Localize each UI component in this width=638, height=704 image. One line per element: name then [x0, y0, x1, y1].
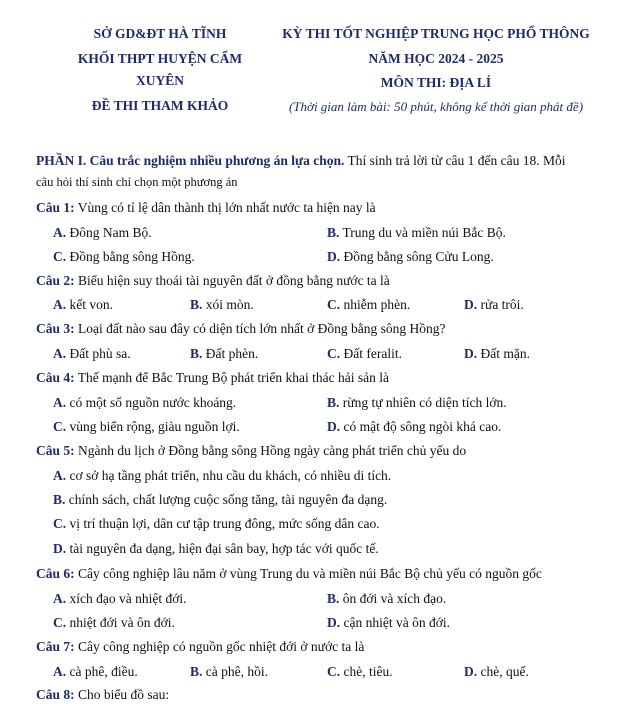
- question-5: Câu 5: Ngành du lịch ở Đồng bằng sông Hồng ngày càng phát triển chủ yếu do: [36, 443, 467, 458]
- q6-option-b[interactable]: B. ôn đới và xích đạo.: [327, 591, 447, 606]
- time-note: (Thời gian làm bài: 50 phút, không kể thời gian phát đề): [288, 99, 584, 114]
- q6-option-d[interactable]: D. cận nhiệt và ôn đới.: [327, 615, 450, 630]
- q1-option-c[interactable]: C. Đồng bằng sông Hồng.: [53, 249, 195, 264]
- q5-option-c[interactable]: C. vị trí thuận lợi, dân cư tập trung đông, mức sống dân cao.: [53, 516, 380, 531]
- q6-option-c[interactable]: C. nhiệt đới và ôn đới.: [53, 615, 175, 630]
- school-name-line2: XUYÊN: [135, 73, 184, 88]
- part1-instruction-2: câu hỏi thí sinh chỉ chọn một phương án: [36, 175, 238, 189]
- subject: MÔN THI: ĐỊA LÍ: [380, 75, 492, 90]
- q1-option-d[interactable]: D. Đồng bằng sông Cửu Long.: [327, 249, 494, 264]
- q7-option-d[interactable]: D. chè, quế.: [464, 664, 529, 679]
- q3-option-a[interactable]: A. Đất phù sa.: [53, 346, 131, 361]
- q2-option-b[interactable]: B. xói mòn.: [190, 297, 254, 312]
- question-6: Câu 6: Cây công nghiệp lâu năm ở vùng Trung du và miền núi Bắc Bộ chủ yếu có nguồn gốc: [36, 566, 542, 581]
- part1-instruction-1: Thí sinh trả lời từ câu 1 đến câu 18. Mỗi: [344, 153, 566, 168]
- q5-option-d[interactable]: D. tài nguyên đa dạng, hiện đại sân bay, hợp tác với quốc tế.: [53, 541, 379, 556]
- school-year: NĂM HỌC 2024 - 2025: [368, 51, 504, 66]
- question-4: Câu 4: Thế mạnh để Bắc Trung Bộ phát triển khai thác hải sản là: [36, 370, 389, 385]
- q2-option-d[interactable]: D. rửa trôi.: [464, 297, 524, 312]
- q7-option-c[interactable]: C. chè, tiêu.: [327, 664, 393, 679]
- school-name-line1: KHỐI THPT HUYỆN CẨM: [77, 51, 243, 66]
- q5-option-b[interactable]: B. chính sách, chất lượng cuộc sống tăng, tài nguyên đa dạng.: [53, 492, 388, 507]
- q1-option-a[interactable]: A. Đông Nam Bộ.: [53, 225, 152, 240]
- question-3: Câu 3: Loại đất nào sau đây có diện tích lớn nhất ở Đồng bằng sông Hồng?: [36, 321, 446, 336]
- q2-option-a[interactable]: A. kết von.: [53, 297, 113, 312]
- q3-option-c[interactable]: C. Đất feralit.: [327, 346, 402, 361]
- q3-option-d[interactable]: D. Đất mặn.: [464, 346, 530, 361]
- question-8: Câu 8: Cho biểu đồ sau:: [36, 687, 170, 702]
- q2-option-c[interactable]: C. nhiễm phèn.: [327, 297, 411, 312]
- q7-option-b[interactable]: B. cà phê, hồi.: [190, 664, 268, 679]
- q3-option-b[interactable]: B. Đất phèn.: [190, 346, 259, 361]
- q4-option-a[interactable]: A. có một số nguồn nước khoáng.: [53, 395, 237, 410]
- q7-option-a[interactable]: A. cà phê, điều.: [53, 664, 138, 679]
- exam-title: KỲ THI TỐT NGHIỆP TRUNG HỌC PHỔ THÔNG: [282, 26, 590, 41]
- question-7: Câu 7: Cây công nghiệp có nguồn gốc nhiệt đới ở nước ta là: [36, 639, 365, 654]
- exam-type: ĐỀ THI THAM KHẢO: [91, 98, 229, 113]
- q5-option-a[interactable]: A. cơ sở hạ tầng phát triển, nhu cầu du khách, có nhiều di tích.: [53, 468, 392, 483]
- part1-title: PHẦN I. Câu trắc nghiệm nhiều phương án lựa chọn.: [36, 153, 345, 168]
- school-department: SỞ GD&ĐT HÀ TĨNH: [93, 26, 227, 41]
- q4-option-c[interactable]: C. vùng biển rộng, giàu nguồn lợi.: [53, 419, 240, 434]
- q6-option-a[interactable]: A. xích đạo và nhiệt đới.: [53, 591, 187, 606]
- q4-option-b[interactable]: B. rừng tự nhiên có diện tích lớn.: [327, 395, 507, 410]
- question-1: Câu 1: Vùng có tỉ lệ dân thành thị lớn nhất nước ta hiện nay là: [36, 200, 376, 215]
- q4-option-d[interactable]: D. có mật độ sông ngòi khá cao.: [327, 419, 502, 434]
- part1-intro: [36, 150, 566, 172]
- q1-option-b[interactable]: B. Trung du và miền núi Bắc Bộ.: [327, 225, 506, 240]
- question-2: Câu 2: Biểu hiện suy thoái tài nguyên đất ở đồng bằng nước ta là: [36, 273, 390, 288]
